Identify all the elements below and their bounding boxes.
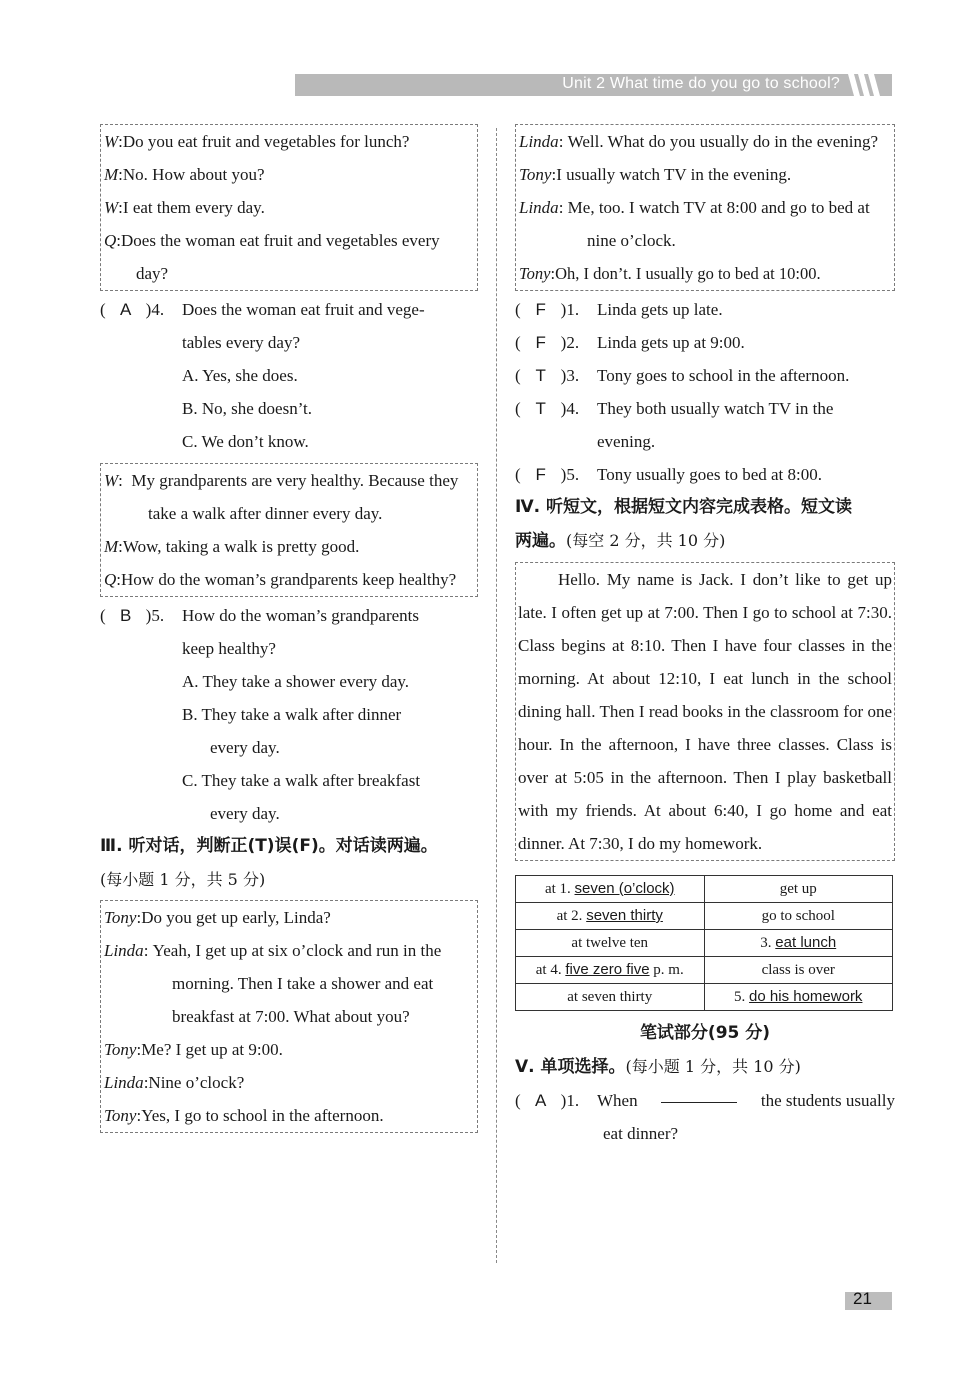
answer-paren: ( T )3. — [515, 359, 579, 392]
table-cell: at seven thirty — [516, 984, 705, 1011]
dialogue-text: Do you eat fruit and vegetables for lunch? — [122, 132, 410, 151]
dialogue-line: Tony:I usually watch TV in the evening. — [519, 165, 792, 184]
option-b: B. They take a walk after dinner — [182, 705, 402, 724]
fill-in-table — [515, 875, 893, 1011]
table-row — [516, 930, 893, 957]
answer-value: F — [535, 333, 546, 352]
tf-text: Linda gets up at 9:00. — [597, 333, 745, 352]
dialogue-text: Oh, I don’t. I usually go to bed at 10:00. — [555, 264, 821, 283]
tf-text-cont: evening. — [597, 432, 656, 451]
answer-paren: ( B )5. — [100, 599, 164, 632]
dialogue-text: Do you get up early, Linda? — [141, 908, 331, 927]
answer-value: T — [535, 399, 546, 418]
question-text-post: the students usually — [760, 1091, 895, 1110]
dialogue-line: Tony:Oh, I don’t. I usually go to bed at 10:00. — [519, 264, 821, 283]
written-part-heading — [515, 1017, 895, 1050]
table-row — [516, 957, 893, 984]
question-number: )4. — [145, 300, 165, 319]
option-a: A. Yes, she does. — [182, 366, 298, 385]
dialogue-text: How do the woman’s grandparents keep healthy? — [121, 570, 457, 589]
filled-answer: seven thirty — [586, 907, 663, 924]
table-row — [516, 984, 893, 1011]
answer-paren: ( A )4. — [100, 293, 164, 326]
right-column — [515, 124, 895, 1150]
question-5 — [100, 599, 478, 632]
speaker: W — [104, 471, 119, 490]
speaker: Q — [104, 231, 117, 250]
option-c: C. They take a walk after breakfast — [182, 771, 421, 790]
dialogue-line: Linda:Nine o’clock? — [104, 1073, 245, 1092]
speaker: Linda — [519, 198, 559, 217]
tf-item-4 — [515, 392, 895, 425]
option-c: C. We don’t know. — [182, 432, 309, 451]
speaker: W — [104, 198, 119, 217]
item-number: )1. — [560, 300, 580, 319]
dialogue-line: Q:Does the woman eat fruit and vegetables every day? — [104, 231, 440, 283]
speaker: W — [104, 132, 119, 151]
header-stripes-decoration — [844, 74, 884, 96]
question-stem-cont: keep healthy? — [182, 639, 276, 658]
column-divider — [496, 128, 497, 1263]
speaker: M — [104, 537, 119, 556]
table-cell — [516, 876, 705, 903]
dialogue-text: Wow, taking a walk is pretty good. — [122, 537, 360, 556]
cell-label: 5. — [734, 989, 746, 1005]
section-4-title: Ⅳ. 听短文，根据短文内容完成表格。短文读 — [515, 497, 853, 517]
answer-value: A — [535, 1091, 547, 1110]
dialogue-line: Tony:Yes, I go to school in the afternoon. — [104, 1106, 384, 1125]
item-number: )1. — [560, 1091, 580, 1110]
cell-label: at 1. — [544, 881, 571, 897]
table-row — [516, 876, 893, 903]
filled-answer: do his homework — [749, 988, 863, 1005]
dialogue-line: W: My grandparents are very healthy. Because they take a walk after dinner every day. — [104, 471, 459, 523]
tf-text: They both usually watch TV in the — [597, 399, 834, 418]
answer-value: T — [535, 366, 546, 385]
dialogue-line: M:No. How about you? — [104, 165, 265, 184]
dialogue-text: I usually watch TV in the evening. — [556, 165, 792, 184]
dialogue-text: Does the woman eat fruit and vegetables every day? — [121, 231, 440, 283]
answer-value: F — [535, 465, 546, 484]
table-cell — [704, 930, 893, 957]
dialogue-text: I eat them every day. — [122, 198, 265, 217]
dialogue-text: My grandparents are very healthy. Because they take a walk after dinner every day. — [131, 471, 459, 523]
tf-text: Tony goes to school in the afternoon. — [597, 366, 850, 385]
question-stem-cont: tables every day? — [182, 333, 300, 352]
speaker: Q — [104, 570, 117, 589]
dialogue-box-1 — [100, 124, 478, 291]
option-b: B. No, she doesn’t. — [182, 399, 313, 418]
speaker: Tony — [104, 1040, 137, 1059]
answer-paren: ( F )2. — [515, 326, 579, 359]
question-stem: How do the woman’s grandparents — [182, 606, 420, 625]
filled-answer: seven (o’clock) — [574, 880, 675, 897]
question-stem: Does the woman eat fruit and vege- — [182, 300, 425, 319]
speaker: Tony — [519, 264, 551, 283]
item-number: )2. — [560, 333, 580, 352]
cell-label: 3. — [760, 935, 772, 951]
table-row — [516, 903, 893, 930]
dialogue-box-4 — [515, 124, 895, 291]
dialogue-text: No. How about you? — [122, 165, 265, 184]
left-column — [100, 124, 478, 1133]
table-cell: class is over — [704, 957, 893, 984]
page-number: 21 — [853, 1289, 872, 1308]
question-text-cont: eat dinner? — [603, 1124, 679, 1143]
tf-item-3 — [515, 359, 895, 392]
answer-paren: ( F )1. — [515, 293, 579, 326]
tf-item-2 — [515, 326, 895, 359]
answer-blank — [661, 1084, 737, 1103]
section-3-title: Ⅲ. 听对话，判断正(T)误(F)。对话读两遍。 — [100, 836, 438, 856]
speaker: Tony — [104, 908, 137, 927]
item-number: )3. — [560, 366, 580, 385]
table-cell — [516, 903, 705, 930]
tf-item-5 — [515, 458, 895, 491]
filled-answer: eat lunch — [775, 934, 837, 951]
cell-label: at 4. — [535, 962, 562, 978]
dialogue-text: Well. What do you usually do in the evening? — [567, 132, 879, 151]
section-5-title-line — [515, 1050, 895, 1084]
dialogue-text: Me, too. I watch TV at 8:00 and go to bed at nine o’clock. — [567, 198, 870, 250]
section-5-title: Ⅴ. 单项选择。 — [515, 1057, 626, 1077]
dialogue-line: W:I eat them every day. — [104, 198, 265, 217]
speaker: Tony — [519, 165, 552, 184]
section-5-subtitle: (每小题 1 分，共 10 分) — [625, 1057, 801, 1076]
speaker: Linda — [104, 1073, 144, 1092]
answer-paren: ( F )5. — [515, 458, 579, 491]
answer-value: B — [120, 606, 132, 625]
item-number: )4. — [560, 399, 580, 418]
item-number: )5. — [560, 465, 580, 484]
speaker: Linda — [519, 132, 559, 151]
dialogue-text: Yes, I go to school in the afternoon. — [141, 1106, 384, 1125]
tf-text: Tony usually goes to bed at 8:00. — [597, 465, 822, 484]
filled-answer: five zero five — [565, 961, 650, 978]
question-4 — [100, 293, 478, 326]
mc-question-1 — [515, 1084, 895, 1117]
dialogue-box-2 — [100, 463, 478, 597]
dialogue-line: Tony:Me? I get up at 9:00. — [104, 1040, 283, 1059]
section-4-title-line2 — [515, 524, 895, 558]
section-4-subtitle: (每空 2 分，共 10 分) — [566, 531, 726, 550]
header-bar — [295, 74, 892, 96]
dialogue-box-3 — [100, 900, 478, 1133]
cell-suffix: p. m. — [653, 962, 684, 978]
tf-text: Linda gets up late. — [597, 300, 723, 319]
dialogue-text: Yeah, I get up at six o’clock and run in the morning. Then I take a shower and eat breakfast at 7:00. What about you? — [152, 941, 442, 1026]
passage-text: Hello. My name is Jack. I don’t like to get up late. I often get up at 7:00. Then I go to school at 7:30. Class begins at 8:10. Then I have four classes in the morning. At about 12:10, I eat lunch in the school dining hall. Then I read books in the classroom for one hour. In the afternoon, I have three classes. Class is over at 5:05 in the afternoon. Then I play basketball with my friends. At about 6:40, I go home and eat dinner. At 7:30, I do my homework. — [518, 570, 892, 853]
option-b-cont: every day. — [210, 738, 280, 757]
question-number: )5. — [145, 606, 165, 625]
dialogue-line: Tony:Do you get up early, Linda? — [104, 908, 331, 927]
dialogue-line: M:Wow, taking a walk is pretty good. — [104, 537, 360, 556]
answer-paren: ( A )1. — [515, 1084, 579, 1117]
dialogue-text: Nine o’clock? — [148, 1073, 245, 1092]
speaker: M — [104, 165, 119, 184]
table-cell: get up — [704, 876, 893, 903]
answer-value: A — [120, 300, 132, 319]
header-title: Unit 2 What time do you go to school? — [562, 75, 840, 92]
option-c-cont: every day. — [210, 804, 280, 823]
section-4-title-cont: 两遍。 — [515, 531, 566, 551]
dialogue-line: Q:How do the woman’s grandparents keep healthy? — [104, 570, 457, 589]
table-cell: at twelve ten — [516, 930, 705, 957]
dialogue-text: Me? I get up at 9:00. — [141, 1040, 283, 1059]
speaker: Linda — [104, 941, 144, 960]
dialogue-line: Linda: Yeah, I get up at six o’clock and run in the morning. Then I take a shower and eat breakfast at 7:00. What about you? — [104, 941, 442, 1026]
tf-item-1 — [515, 293, 895, 326]
cell-label: at 2. — [556, 908, 583, 924]
speaker: Tony — [104, 1106, 137, 1125]
question-text-pre: When — [597, 1091, 638, 1110]
passage-box — [515, 562, 895, 861]
option-a: A. They take a shower every day. — [182, 672, 410, 691]
dialogue-line: Linda: Well. What do you usually do in the evening? — [519, 132, 879, 151]
dialogue-line: Linda: Me, too. I watch TV at 8:00 and go to bed at nine o’clock. — [519, 198, 870, 250]
table-cell — [516, 957, 705, 984]
section-3-subtitle: (每小题 1 分，共 5 分) — [100, 870, 266, 889]
written-part-text: 笔试部分(95 分) — [639, 1023, 771, 1043]
answer-value: F — [535, 300, 546, 319]
table-cell: go to school — [704, 903, 893, 930]
answer-paren: ( T )4. — [515, 392, 579, 425]
table-cell — [704, 984, 893, 1011]
dialogue-line: W:Do you eat fruit and vegetables for lunch? — [104, 132, 410, 151]
